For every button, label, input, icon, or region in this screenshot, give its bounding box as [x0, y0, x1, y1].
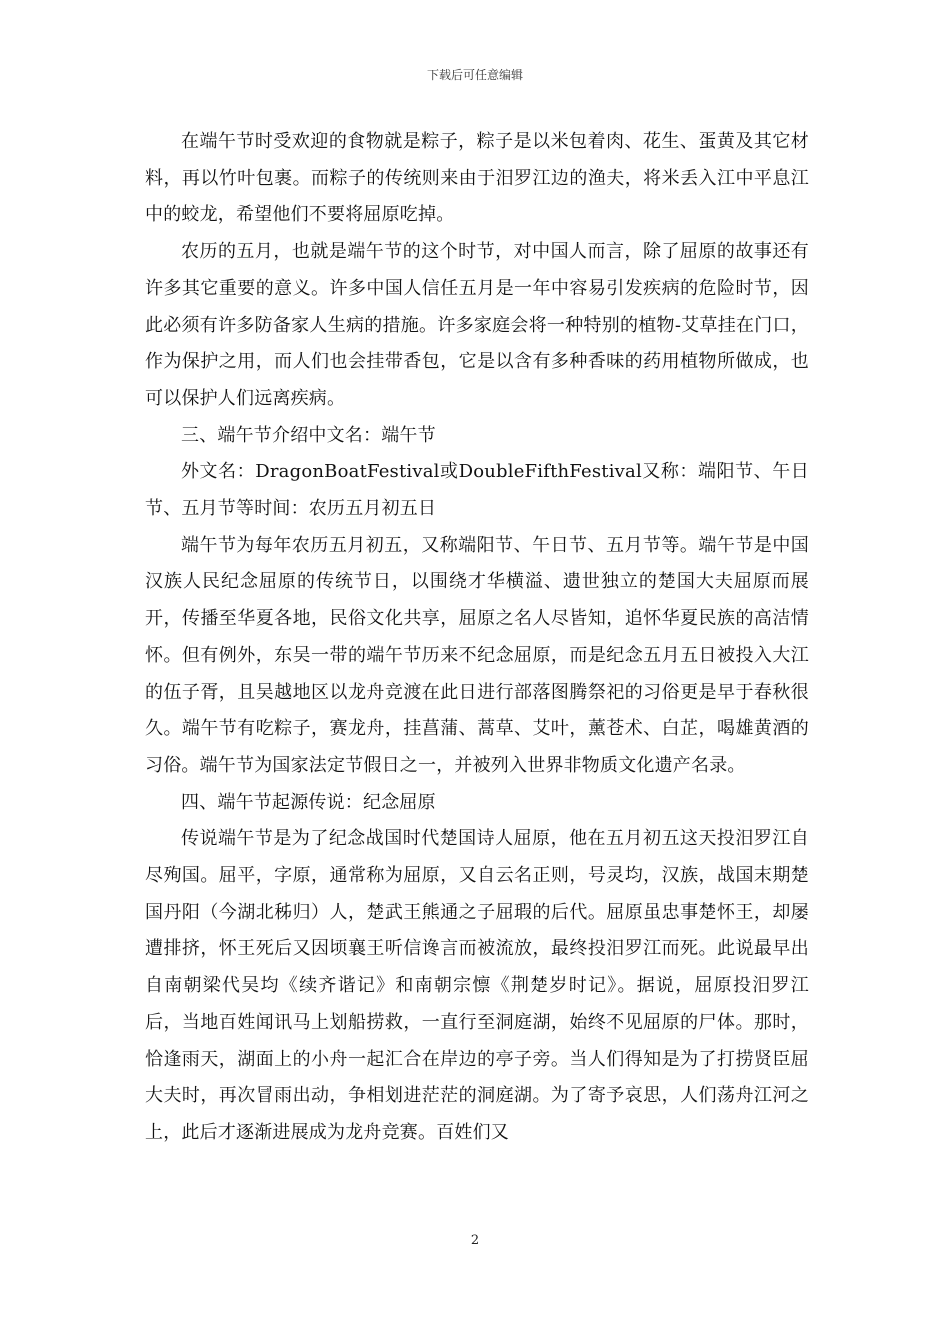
paragraph-names: 外文名：DragonBoatFestival或DoubleFifthFestival又称：端阳节、午日节、五月节等时间：农历五月初五日 — [145, 461, 809, 520]
page-header: 下载后可任意编辑 — [426, 68, 523, 82]
document-body — [145, 124, 809, 1152]
page-number: 2 — [470, 1233, 480, 1248]
paragraph-qu-yuan-legend: 传说端午节是为了纪念战国时代楚国诗人屈原，他在五月初五这天投汨罗江自尽殉国。屈平，字原，通常称为屈原，又自云名正则，号灵均，汉族，战国末期楚国丹阳（今湖北秭归）人，楚武王熊通之子屈瑕的后代。屈原虽忠事楚怀王，却屡遭排挤，怀王死后又因顷襄王听信谗言而被流放，最终投汨罗江而死。此说最早出自南朝梁代吴均《续齐谐记》和南朝宗懔《荆楚岁时记》。据说，屈原投汨罗江后，当地百姓闻讯马上划船捞救，一直行至洞庭湖，始终不见屈原的尸体。那时，恰逢雨天，湖面上的小舟一起汇合在岸边的亭子旁。当人们得知是为了打捞贤臣屈大夫时，再次冒雨出动，争相划进茫茫的洞庭湖。为了寄予哀思，人们荡舟江河之上，此后才逐渐进展成为龙舟竞赛。百姓们又 — [145, 828, 809, 1143]
paragraph-fifth-month: 农历的五月，也就是端午节的这个时节，对中国人而言，除了屈原的故事还有许多其它重要的意义。许多中国人信任五月是一年中容易引发疾病的危险时节，因此必须有许多防备家人生病的措施。许多家庭会将一种特别的植物-艾草挂在门口，作为保护之用，而人们也会挂带香包，它是以含有多种香味的药用植物所做成，也可以保护人们远离疾病。 — [145, 241, 809, 409]
section-heading-intro: 三、端午节介绍中文名：端午节 — [181, 424, 436, 446]
paragraph-festival-overview: 端午节为每年农历五月初五，又称端阳节、午日节、五月节等。端午节是中国汉族人民纪念屈原的传统节日，以围绕才华横溢、遗世独立的楚国大夫屈原而展开，传播至华夏各地，民俗文化共享，屈原之名人尽皆知，追怀华夏民族的高洁情怀。但有例外，东吴一带的端午节历来不纪念屈原，而是纪念五月五日被投入大江的伍子胥，且吴越地区以龙舟竞渡在此日进行部落图腾祭祀的习俗更是早于春秋很久。端午节有吃粽子，赛龙舟，挂菖蒲、蒿草、艾叶，薰苍术、白芷，喝雄黄酒的习俗。端午节为国家法定节假日之一，并被列入世界非物质文化遗产名录。 — [145, 534, 809, 776]
section-heading-origin: 四、端午节起源传说：纪念屈原 — [181, 791, 436, 813]
paragraph-zongzi: 在端午节时受欢迎的食物就是粽子，粽子是以米包着肉、花生、蛋黄及其它材料，再以竹叶包裹。而粽子的传统则来由于汨罗江边的渔夫，将米丢入江中平息江中的蛟龙，希望他们不要将屈原吃掉。 — [145, 131, 809, 226]
